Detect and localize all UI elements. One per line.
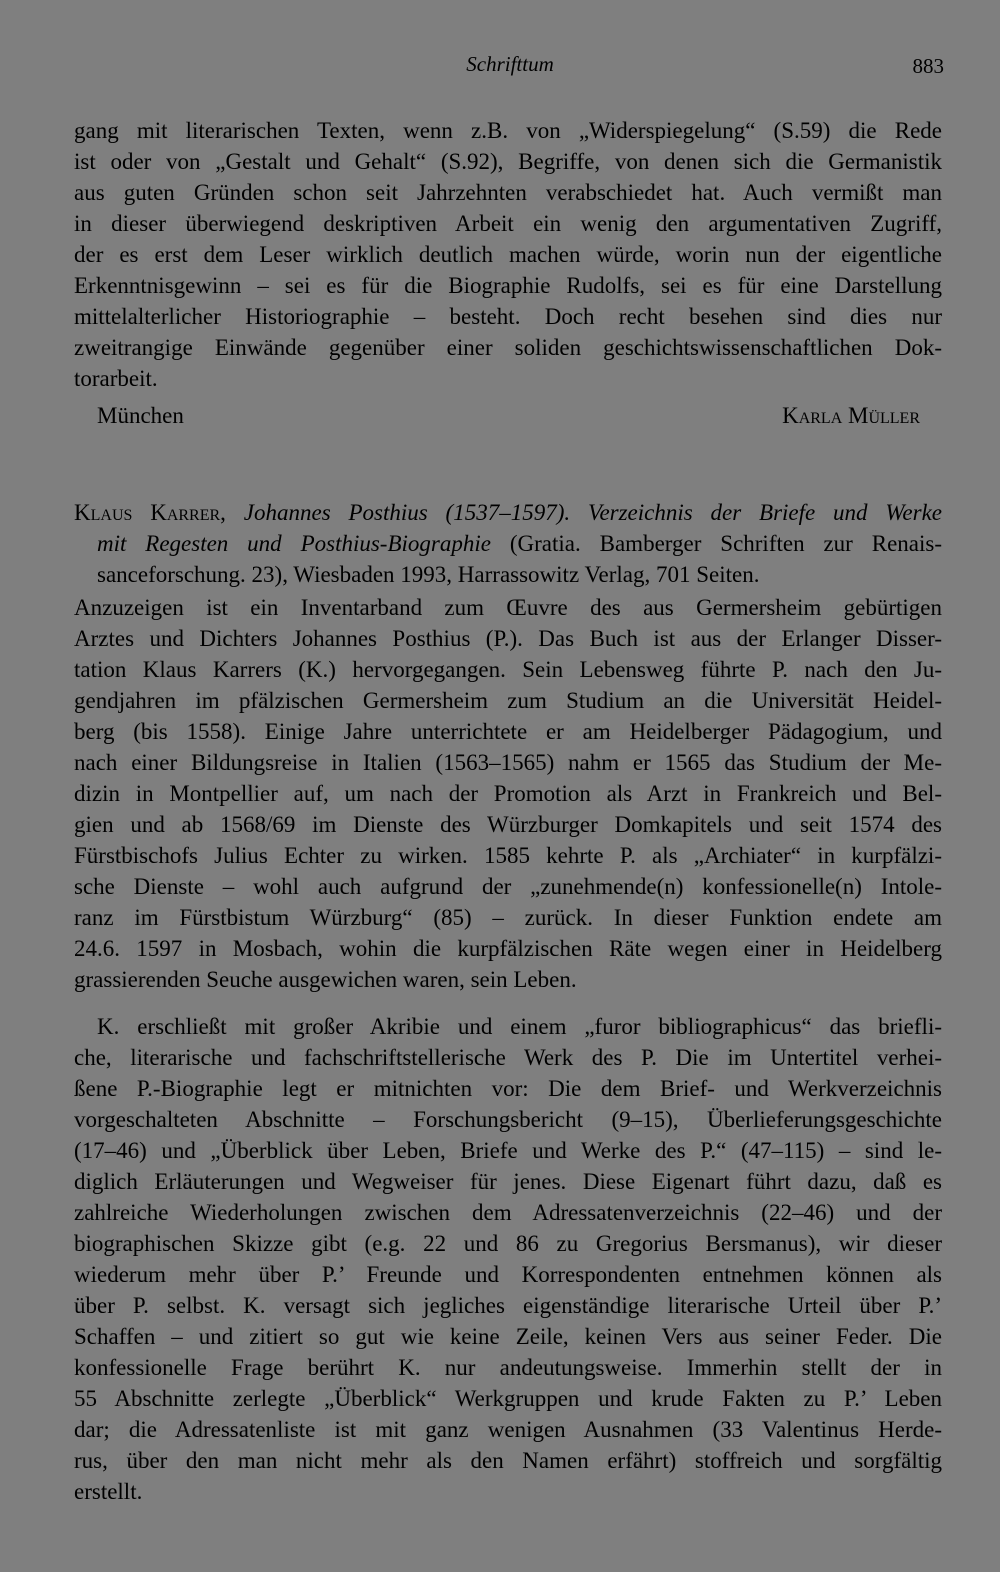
text-line: in dieser überwiegend deskriptiven Arbeit ein wenig den argumentativen Zugriff, — [74, 211, 942, 236]
signature-place: München — [97, 403, 184, 428]
text-line: dizin in Montpellier auf, um nach der Promotion als Arzt in Frankreich und Bel- — [74, 781, 942, 806]
text-line: berg (bis 1558). Einige Jahre unterrichtete er am Heidelberger Pädagogium, und — [74, 719, 942, 744]
book-title: Johannes Posthius (1537–1597). Verzeichnis der Briefe und Werke — [243, 500, 942, 525]
book-author: Klaus Karrer, — [74, 500, 226, 525]
text-line: Fürstbischofs Julius Echter zu wirken. 1585 kehrte P. als „Archiater“ in kurpfälzi- — [74, 843, 942, 868]
text-line: zahlreiche Wiederholungen zwischen dem Adressatenverzeichnis (22–46) und der — [74, 1200, 942, 1225]
text-line: Anzuzeigen ist ein Inventarband zum Œuvre des aus Germersheim gebürtigen — [74, 595, 942, 620]
running-title: Schrifttum — [466, 52, 554, 76]
text-line: Schaffen – und zitiert so gut wie keine Zeile, keinen Vers aus seiner Feder. Die — [74, 1324, 942, 1349]
text-line: dar; die Adressatenliste ist mit ganz wenigen Ausnahmen (33 Valentinus Herde- — [74, 1417, 942, 1442]
text-line: ßene P.-Biographie legt er mitnichten vor: Die dem Brief- und Werkverzeichnis — [74, 1076, 942, 1101]
text-line: über P. selbst. K. versagt sich jegliches eigenständige literarische Urteil über P.’ — [74, 1293, 942, 1318]
text-line: torarbeit. — [74, 366, 158, 391]
text-line: sche Dienste – wohl auch aufgrund der „zunehmende(n) konfessionelle(n) Intole- — [74, 874, 942, 899]
text-line: wiederum mehr über P.’ Freunde und Korrespondenten entnehmen können als — [74, 1262, 942, 1287]
text-line: 24.6. 1597 in Mosbach, wohin die kurpfälzischen Räte wegen einer in Heidelberg — [74, 936, 942, 961]
text-line: Arztes und Dichters Johannes Posthius (P.). Das Buch ist aus der Erlanger Disser- — [74, 626, 942, 651]
review2-heading — [74, 497, 942, 590]
text-line: erstellt. — [74, 1479, 143, 1504]
text-line: zweitrangige Einwände gegenüber einer soliden geschichtswissenschaftlichen Dok- — [74, 335, 942, 360]
text-line: gien und ab 1568/69 im Dienste des Würzburger Domkapitels und seit 1574 des — [74, 812, 942, 837]
text-line: konfessionelle Frage berührt K. nur andeutungsweise. Immerhin stellt der in — [74, 1355, 942, 1380]
text-line: biographischen Skizze gibt (e.g. 22 und 86 zu Gregorius Bersmanus), wir dieser — [74, 1231, 942, 1256]
text-line: (17–46) und „Überblick über Leben, Briefe und Werke des P.“ (47–115) – sind le- — [74, 1138, 942, 1163]
text-line: ranz im Fürstbistum Würzburg“ (85) – zurück. In dieser Funktion endete am — [74, 905, 942, 930]
text-line: 55 Abschnitte zerlegte „Überblick“ Werkgruppen und krude Fakten zu P.’ Leben — [74, 1386, 942, 1411]
text-line: che, literarische und fachschriftstellerische Werk des P. Die im Untertitel verhei- — [74, 1045, 942, 1070]
text-line: rus, über den man nicht mehr als den Namen erfährt) stoffreich und sorgfältig — [74, 1448, 942, 1473]
book-series: (Gratia. Bamberger Schriften zur Renais- — [509, 531, 942, 556]
text-line: diglich Erläuterungen und Wegweiser für jenes. Diese Eigenart führt dazu, daß es — [74, 1169, 942, 1194]
review2-paragraph-1 — [74, 592, 942, 995]
review1-text — [74, 115, 942, 394]
text-line: tation Klaus Karrers (K.) hervorgegangen. Sein Lebensweg führte P. nach den Ju- — [74, 657, 942, 682]
text-line: gendjahren im pfälzischen Germersheim zum Studium an die Universität Heidel- — [74, 688, 942, 713]
book-title-cont: mit Regesten und Posthius-Biographie — [97, 531, 491, 556]
page-number: 883 — [912, 54, 944, 78]
text-line: ist oder von „Gestalt und Gehalt“ (S.92), Begriffe, von denen sich die Germanistik — [74, 149, 942, 174]
heading-line — [74, 528, 942, 559]
heading-line: sanceforschung. 23), Wiesbaden 1993, Harrassowitz Verlag, 701 Seiten. — [97, 562, 760, 587]
signature-reviewer: Karla Müller — [782, 403, 920, 428]
text-line: grassierenden Seuche ausgewichen waren, sein Leben. — [74, 967, 577, 992]
review2-paragraph-2 — [74, 1011, 942, 1507]
heading-line — [74, 497, 942, 528]
text-line: nach einer Bildungsreise in Italien (1563–1565) nahm er 1565 das Studium der Me- — [74, 750, 942, 775]
text-line: mittelalterlicher Historiographie – besteht. Doch recht besehen sind dies nur — [74, 304, 942, 329]
text-line: K. erschließt mit großer Akribie und einem „furor bibliographicus“ das briefli- — [97, 1014, 942, 1039]
text-line: vorgeschalteten Abschnitte – Forschungsbericht (9–15), Überlieferungsgeschichte — [74, 1107, 942, 1132]
review-signature — [97, 400, 920, 431]
text-line: gang mit literarischen Texten, wenn z.B. von „Widerspiegelung“ (S.59) die Rede — [74, 118, 942, 143]
text-line: Erkenntnisgewinn – sei es für die Biographie Rudolfs, sei es für eine Darstellung — [74, 273, 942, 298]
text-line: aus guten Gründen schon seit Jahrzehnten verabschiedet hat. Auch vermißt man — [74, 180, 942, 205]
text-line: der es erst dem Leser wirklich deutlich machen würde, worin nun der eigentliche — [74, 242, 942, 267]
